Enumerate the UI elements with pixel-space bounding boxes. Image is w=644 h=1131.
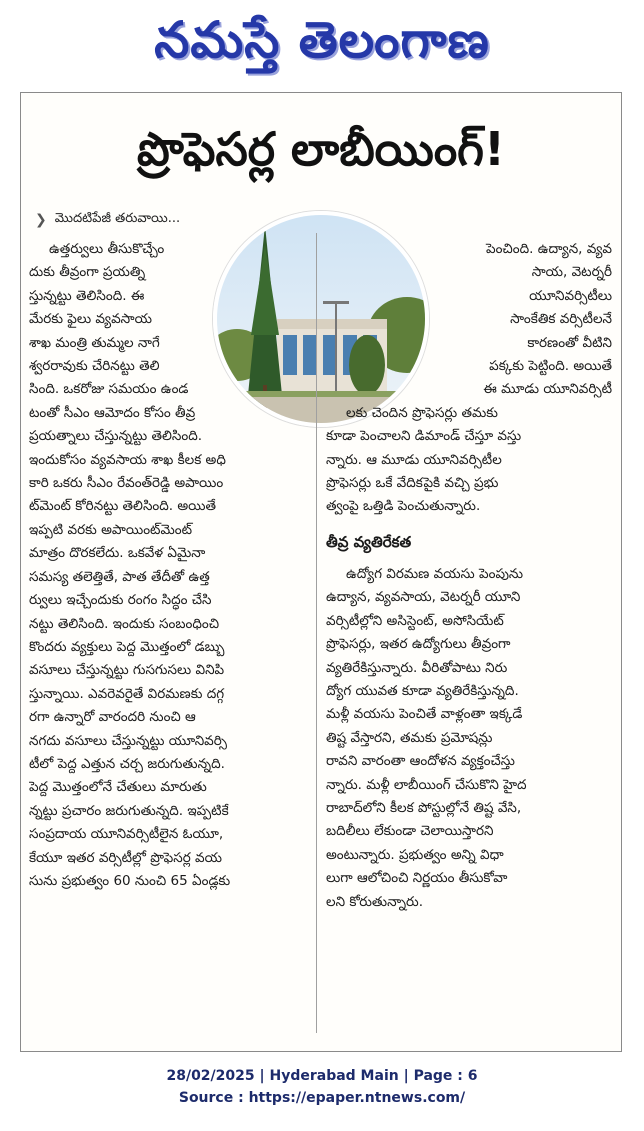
body-line: ఇప్పటి వరకు అపాయింట్‌మెంట్ [29, 521, 193, 538]
body-line: ప్రొఫెసర్లు, ఇతర ఉద్యోగులు తీవ్రంగా [326, 636, 511, 653]
masthead-logo: నమస్తే తెలంగాణ [154, 11, 490, 69]
body-line: లుగా ఆలోచించి నిర్ణయం తీసుకోవా [326, 870, 508, 887]
body-line: తిష్ట వేస్తారని, తమకు ప్రమోషన్లు [326, 729, 493, 746]
body-line: న్నారు. ఆ మూడు యూనివర్సిటీల [326, 451, 502, 468]
body-line: నగదు వసూలు చేస్తున్నట్టు యూనివర్సి [29, 732, 227, 749]
body-line: శాఖ మంత్రి తుమ్మల నాగే [29, 334, 160, 351]
body-line: వసూలు చేస్తున్నట్టు గుసగుసలు వినిపి [29, 662, 225, 679]
continuation-kicker [35, 211, 180, 229]
body-line: పెంచింది. ఉద్యాన, వ్యవ [485, 241, 612, 257]
body-line: అంటున్నారు. ప్రభుత్వం అన్ని విధా [326, 846, 504, 863]
body-line: శ్వరరావుకు చేరినట్టు తెలి [29, 358, 160, 375]
body-line: కేయూ ఇతర వర్సిటీల్లో ప్రొఫెసర్ల వయ [29, 849, 222, 866]
body-line: పెద్ద మొత్తంలోనే చేతులు మారుతు [29, 779, 207, 796]
body-line: దుకు తీవ్రంగా ప్రయత్ని [29, 264, 146, 281]
body-line: రావని వారంతా ఆందోళన వ్యక్తంచేస్తు [326, 753, 515, 770]
section-subhead: తీవ్ర వ్యతిరేకత [326, 532, 412, 551]
body-line: కొందరు వ్యక్తులు పెద్ద మొత్తంలో డబ్బు [29, 638, 225, 655]
body-line: రాబాద్‌లోని కీలక పోస్టుల్లోనే తిష్ట వేసి, [326, 799, 522, 816]
body-line: త్వంపై ఒత్తిడి పెంచుతున్నారు. [326, 498, 481, 515]
body-line: ప్రొఫెసర్లు ఒకే వేదికపైకి వచ్చి ప్రభు [326, 475, 499, 492]
body-line: ప్రయత్నాలు చేస్తున్నట్టు తెలిసింది. [29, 428, 203, 445]
body-line: వర్సిటీల్లోని అసిస్టెంట్, అసోసియేట్ [326, 612, 504, 629]
body-line: సాయ, వెటర్నరీ [531, 264, 612, 281]
body-line: సింది. ఒకరోజు సమయం ఉండ [29, 381, 189, 398]
body-line: ద్యోగ యువత కూడా వ్యతిరేకిస్తున్నది. [326, 682, 519, 699]
newspaper-clipping [20, 92, 622, 1052]
body-line: లని కోరుతున్నారు. [326, 893, 424, 910]
body-line: సంప్రదాయ యూనివర్సిటీలైన ఓయూ, [29, 826, 224, 843]
article-column-right [326, 238, 612, 914]
body-line: యూనివర్సిటీలు [529, 287, 612, 304]
body-line: మేరకు ఫైలు వ్యవసాయ [29, 311, 152, 328]
body-line: సమస్య తలెత్తితే, పాత తేదీతో ఉత్త [29, 568, 210, 585]
body-line: సును ప్రభుత్వం 60 నుంచి 65 ఏండ్లకు [29, 872, 231, 889]
body-line: ఇందుకోసం వ్యవసాయ శాఖ కీలక అధి [29, 451, 226, 468]
body-line: కారణంతో వీటిని [527, 334, 612, 351]
body-line: ర్వులు ఇచ్చేందుకు రంగం సిద్ధం చేసి [29, 592, 212, 609]
body-line: ట్‌మెంట్ కోరినట్టు తెలిసింది. అయితే [29, 498, 217, 515]
edition-info: 28/02/2025 | Hyderabad Main | Page : 6 [166, 1068, 478, 1084]
body-line: టంతో సీఎం ఆమోదం కోసం తీవ్ర [29, 404, 196, 421]
body-line: వ్యతిరేకిస్తున్నారు. వీరితోపాటు నిరు [326, 659, 508, 676]
body-line: స్తున్నాయి. ఎవరెవరైతే విరమణకు దగ్గ [29, 685, 225, 702]
page-footer [0, 1065, 644, 1109]
body-line: ఉత్తర్వులు తీసుకొచ్చేం [49, 241, 165, 257]
source-link[interactable]: Source : https://epaper.ntnews.com/ [178, 1090, 466, 1106]
body-line: నట్టు తెలిసింది. ఇందుకు సంబంధించి [29, 615, 220, 632]
article-column-left [29, 238, 311, 893]
body-line: ఉద్యాన, వ్యవసాయ, వెటర్నరీ యూని [326, 589, 521, 606]
body-line: పక్కకు పెట్టింది. అయితే [489, 358, 612, 375]
body-line: ఉద్యోగ విరమణ వయసు పెంపును [346, 565, 524, 582]
masthead [0, 0, 644, 82]
body-line: ఈ మూడు యూనివర్సిటీ [483, 381, 612, 398]
body-line: లకు చెందిన ప్రొఫెసర్లు తమకు [346, 404, 498, 421]
body-line: న్నట్టు ప్రచారం జరుగుతున్నది. ఇప్పటికే [29, 802, 229, 819]
body-line: టీలో పెద్ద ఎత్తున చర్చ జరుగుతున్నది. [29, 755, 225, 772]
body-line: సాంకేతిక వర్సిటీలనే [510, 311, 612, 328]
body-line: రగా ఉన్నారో వారందరి నుంచి ఆ [29, 709, 196, 726]
kicker-text: మొదటిపేజీ తరువాయి... [54, 211, 181, 226]
body-line: కారి ఒకరు సీఎం రేవంత్‌రెడ్డి అపాయిం [29, 475, 224, 492]
column-divider [316, 233, 317, 1033]
body-line: న్నారు. మళ్లీ లాబీయింగ్ చేసుకొని హైద [326, 776, 527, 793]
article-headline: ప్రొఫెసర్ల లాబీయింగ్! [137, 122, 505, 176]
body-line: కూడా పెంచాలని డిమాండ్ చేస్తూ వస్తు [326, 428, 522, 445]
body-line: బదిలీలు లేకుండా చెలాయిస్తారని [326, 823, 494, 840]
body-line: స్తున్నట్టు తెలిసింది. ఈ [29, 287, 145, 304]
chevron-right-icon: ❯ [35, 212, 47, 228]
body-line: మళ్లీ వయసు పెంచితే వాళ్లంతా ఇక్కడే [326, 706, 523, 723]
body-line: మాత్రం దొరకలేదు. ఒకవేళ ఏమైనా [29, 545, 206, 562]
